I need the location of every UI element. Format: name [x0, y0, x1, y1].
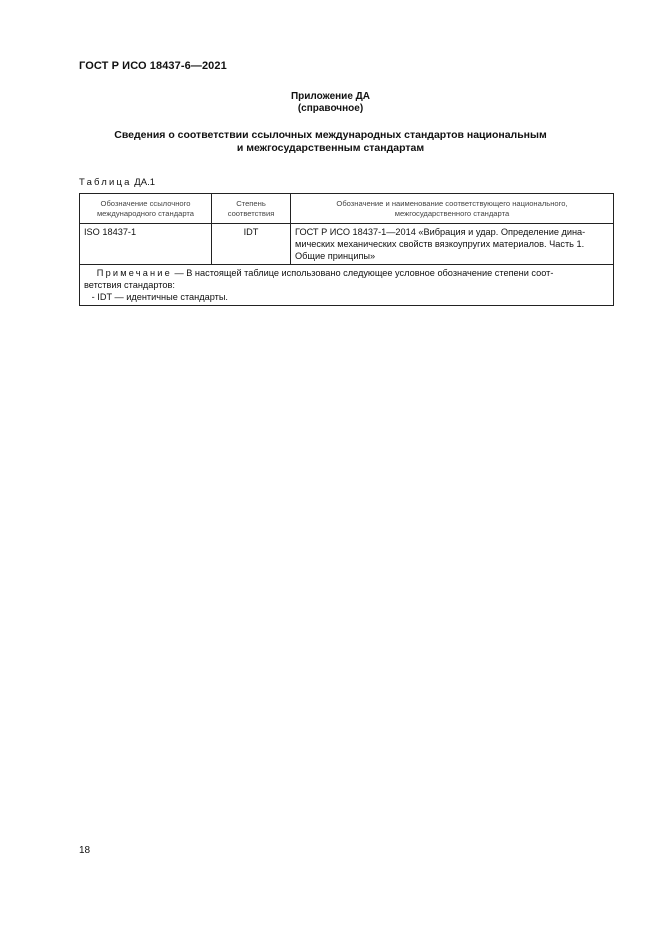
note-text-1: — В настоящей таблице использовано следующее условное обозначение степени соот-	[171, 268, 554, 278]
table-caption-id: ДА.1	[134, 177, 155, 188]
header-reference-standard	[80, 194, 212, 224]
page-number: 18	[79, 845, 91, 856]
section-title	[79, 129, 582, 155]
header-col2-line2: соответствия	[227, 209, 275, 218]
header-col1-line1: Обозначение ссылочного	[100, 199, 191, 208]
annex-title: Приложение ДА	[290, 91, 371, 102]
table-header-row	[80, 194, 614, 224]
header-col3-line1: Обозначение и наименование соответствующего национального,	[336, 199, 568, 208]
document-code: ГОСТ Р ИСО 18437-6—2021	[79, 60, 227, 72]
header-col1-line2: международного стандарта	[96, 209, 195, 218]
note-line-1	[84, 267, 609, 279]
correspondence-table	[79, 193, 614, 306]
cell-degree: IDT	[212, 224, 291, 265]
cell-reference: ISO 18437-1	[80, 224, 212, 265]
annex-heading	[79, 91, 582, 115]
cell-national-line3: Общие принципы»	[295, 251, 376, 261]
cell-national-line1: ГОСТ Р ИСО 18437-1—2014 «Вибрация и удар. Определение дина-	[295, 227, 586, 237]
table-row	[80, 224, 614, 265]
table-caption	[79, 177, 155, 188]
header-col2-line1: Степень	[236, 199, 266, 208]
note-text-2: ветствия стандартов:	[84, 280, 175, 290]
cell-national	[291, 224, 614, 265]
table-note-row	[80, 265, 614, 306]
note-label: Примечание	[96, 268, 172, 278]
header-national-standard	[291, 194, 614, 224]
section-title-line-2: и межгосударственным стандартам	[236, 142, 425, 154]
note-item	[84, 291, 609, 303]
table-caption-prefix: Таблица	[79, 177, 132, 188]
table-note	[80, 265, 614, 306]
section-title-line-1: Сведения о соответствии ссылочных международных стандартов национальным	[114, 129, 547, 141]
cell-national-line2: мических механических свойств вязкоупругих материалов. Часть 1.	[295, 239, 585, 249]
header-degree	[212, 194, 291, 224]
note-item-text: - IDT — идентичные стандарты.	[91, 292, 228, 302]
annex-status: (справочное)	[297, 103, 364, 114]
header-col3-line2: межгосударственного стандарта	[394, 209, 510, 218]
